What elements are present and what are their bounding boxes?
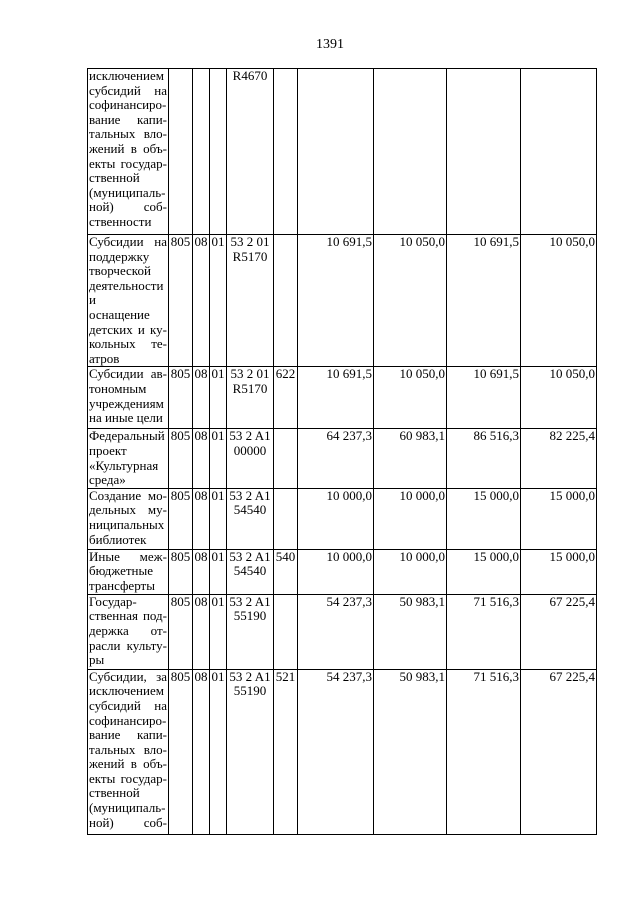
item-name-cell [88, 669, 169, 834]
item-name-cell [88, 549, 169, 594]
target-article-cell [227, 429, 274, 488]
item-name-line: Государ- [89, 594, 137, 609]
amount-cell: 10 000,0 [374, 549, 447, 594]
amount-cell: 10 691,5 [447, 367, 521, 429]
ministry-code-cell: 805 [169, 549, 193, 594]
budget-table [87, 68, 597, 835]
amount-cell: 86 516,3 [447, 429, 521, 488]
target-article-line: 53 2 A1 [229, 669, 271, 684]
target-article-cell [227, 594, 274, 669]
section-code-cell: 08 [193, 669, 210, 834]
section-code-cell: 08 [193, 594, 210, 669]
item-name-line: Иные меж- [89, 549, 167, 564]
amount-cell: 60 983,1 [374, 429, 447, 488]
table-row [88, 488, 597, 549]
expense-type-cell: 540 [274, 549, 298, 594]
item-name-line: вание капи- [89, 728, 167, 743]
amount-cell: 71 516,3 [447, 669, 521, 834]
amount-cell: 10 000,0 [374, 488, 447, 549]
item-name-line: детских и ку- [89, 322, 167, 337]
target-article-line: 53 2 A1 [229, 488, 271, 503]
amount-cell: 50 983,1 [374, 669, 447, 834]
table-row [88, 235, 597, 367]
ministry-code-cell: 805 [169, 669, 193, 834]
expense-type-cell [274, 429, 298, 488]
ministry-code-cell: 805 [169, 488, 193, 549]
target-article-cell [227, 669, 274, 834]
table-row [88, 549, 597, 594]
amount-cell [374, 69, 447, 235]
amount-cell: 15 000,0 [447, 549, 521, 594]
item-name-line: творческой [89, 264, 151, 279]
item-name-line: библиотек [89, 532, 147, 547]
item-name-cell [88, 69, 169, 235]
item-name-line: тальных вло- [89, 127, 167, 142]
item-name-line: ственная под- [89, 609, 167, 624]
amount-cell: 15 000,0 [521, 488, 597, 549]
item-name-line: деятельности [89, 278, 164, 293]
amount-cell [298, 69, 374, 235]
target-article-cell [227, 367, 274, 429]
ministry-code-cell [169, 69, 193, 235]
item-name-line: расли культу- [89, 638, 167, 653]
item-name-line: тономным [89, 381, 147, 396]
table-row [88, 669, 597, 834]
table-row [88, 429, 597, 488]
ministry-code-cell: 805 [169, 367, 193, 429]
amount-cell: 15 000,0 [447, 488, 521, 549]
amount-cell: 71 516,3 [447, 594, 521, 669]
subsection-code-cell: 01 [210, 594, 227, 669]
item-name-line: ственной [89, 786, 140, 801]
amount-cell: 10 050,0 [521, 367, 597, 429]
item-name-line: «Культурная [89, 458, 159, 473]
section-code-cell: 08 [193, 429, 210, 488]
section-code-cell: 08 [193, 488, 210, 549]
item-name-line: среда» [89, 473, 126, 488]
target-article-cell [227, 488, 274, 549]
item-name-line: ственной [89, 171, 140, 186]
subsection-code-cell: 01 [210, 669, 227, 834]
expense-type-cell [274, 488, 298, 549]
item-name-line: исключением [89, 684, 164, 699]
section-code-cell: 08 [193, 367, 210, 429]
target-article-line: R5170 [232, 381, 268, 396]
expense-type-cell: 622 [274, 367, 298, 429]
amount-cell: 10 000,0 [298, 488, 374, 549]
item-name-cell [88, 429, 169, 488]
ministry-code-cell: 805 [169, 429, 193, 488]
item-name-line: атров [89, 351, 120, 366]
item-name-line: проект [89, 443, 127, 458]
table-row [88, 594, 597, 669]
ministry-code-cell: 805 [169, 594, 193, 669]
target-article-line: 55190 [233, 609, 267, 624]
table-row [88, 69, 597, 235]
amount-cell: 82 225,4 [521, 429, 597, 488]
item-name-line: оснащение [89, 307, 150, 322]
item-name-line: (муниципаль- [89, 185, 166, 200]
item-name-line: ственности [89, 214, 152, 229]
section-code-cell: 08 [193, 235, 210, 367]
item-name-line: ры [89, 653, 105, 668]
item-name-line: Субсидии, за [89, 669, 167, 684]
amount-cell: 10 691,5 [298, 235, 374, 367]
item-name-line: бюджетные [89, 564, 154, 579]
item-name-line: (муниципаль- [89, 801, 166, 816]
item-name-line: субсидий на [89, 698, 167, 713]
item-name-line: Создание мо- [89, 488, 167, 503]
item-name-line: тальных вло- [89, 742, 167, 757]
item-name-line: субсидий на [89, 83, 167, 98]
target-article-line: 53 2 A1 [229, 429, 271, 444]
target-article-line: 00000 [233, 443, 267, 458]
item-name-line: исключением [89, 69, 164, 83]
target-article-cell [227, 235, 274, 367]
subsection-code-cell [210, 69, 227, 235]
item-name-line: вание капи- [89, 112, 167, 127]
subsection-code-cell: 01 [210, 235, 227, 367]
item-name-line: софинансиро- [89, 98, 167, 113]
expense-type-cell: 521 [274, 669, 298, 834]
amount-cell: 10 000,0 [298, 549, 374, 594]
amount-cell: 10 691,5 [298, 367, 374, 429]
amount-cell: 10 691,5 [447, 235, 521, 367]
amount-cell: 10 050,0 [374, 367, 447, 429]
target-article-line: 53 2 A1 [229, 549, 271, 564]
item-name-line: Федеральный [89, 429, 165, 444]
subsection-code-cell: 01 [210, 488, 227, 549]
amount-cell: 15 000,0 [521, 549, 597, 594]
amount-cell: 10 050,0 [374, 235, 447, 367]
item-name-line: и [89, 293, 96, 308]
item-name-line: поддержку [89, 249, 150, 264]
amount-cell: 54 237,3 [298, 669, 374, 834]
target-article-cell [227, 549, 274, 594]
item-name-line: учреждениям [89, 396, 164, 411]
item-name-line: Субсидии на [89, 235, 167, 249]
table-row [88, 367, 597, 429]
expense-type-cell [274, 69, 298, 235]
section-code-cell: 08 [193, 549, 210, 594]
item-name-line: на иные цели [89, 411, 163, 426]
ministry-code-cell: 805 [169, 235, 193, 367]
item-name-cell [88, 235, 169, 367]
target-article-line: R5170 [232, 249, 268, 264]
page-number: 1391 [316, 37, 344, 52]
amount-cell: 10 050,0 [521, 235, 597, 367]
item-name-cell [88, 367, 169, 429]
target-article-line: 53 2 A1 [229, 594, 271, 609]
target-article-line: 54540 [233, 564, 267, 579]
item-name-line: жений в объ- [89, 757, 167, 772]
section-code-cell [193, 69, 210, 235]
item-name-line: дельных му- [89, 503, 167, 518]
item-name-cell [88, 594, 169, 669]
item-name-line: екты государ- [89, 156, 167, 171]
item-name-line: жений в объ- [89, 141, 167, 156]
item-name-line: екты государ- [89, 771, 167, 786]
amount-cell: 64 237,3 [298, 429, 374, 488]
target-article-cell [227, 69, 274, 235]
expense-type-cell [274, 594, 298, 669]
target-article-line: R4670 [232, 69, 268, 83]
item-name-line: трансферты [89, 578, 155, 593]
subsection-code-cell: 01 [210, 549, 227, 594]
target-article-line: 54540 [233, 503, 267, 518]
subsection-code-cell: 01 [210, 367, 227, 429]
amount-cell: 67 225,4 [521, 594, 597, 669]
amount-cell: 54 237,3 [298, 594, 374, 669]
expense-type-cell [274, 235, 298, 367]
item-name-line: Субсидии ав- [89, 367, 167, 382]
amount-cell: 67 225,4 [521, 669, 597, 834]
item-name-line: ной) соб- [89, 200, 167, 215]
target-article-line: 53 2 01 [230, 367, 270, 382]
amount-cell: 50 983,1 [374, 594, 447, 669]
target-article-line: 53 2 01 [230, 235, 270, 249]
amount-cell [447, 69, 521, 235]
item-name-cell [88, 488, 169, 549]
amount-cell [521, 69, 597, 235]
item-name-line: ниципальных [89, 517, 165, 532]
item-name-line: держка от- [89, 623, 167, 638]
item-name-line: софинансиро- [89, 713, 167, 728]
target-article-line: 55190 [233, 684, 267, 699]
item-name-line: кольных те- [89, 337, 167, 352]
subsection-code-cell: 01 [210, 429, 227, 488]
item-name-line: ной) соб- [89, 815, 167, 830]
